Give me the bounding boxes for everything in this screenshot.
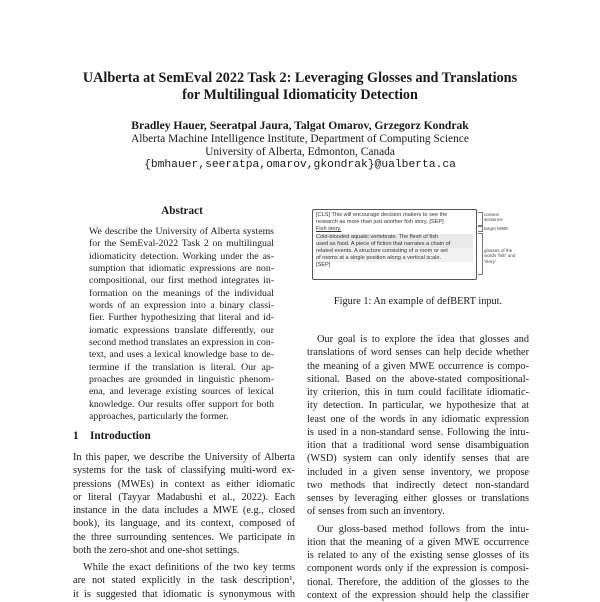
intro-line: instance in the data includes a MWE (e.g., closed: [73, 505, 295, 516]
abstract-line: text, and uses a lexical knowledge base to de-: [89, 349, 274, 361]
title-line-1: UAlberta at SemEval 2022 Task 2: Leveraging Glosses and Translations: [82, 70, 518, 86]
body-line: included in a given sense inventory, we propose: [307, 466, 529, 478]
abstract-line: proaches are grounded in linguistic phenom-: [89, 374, 274, 386]
paper-title: [0, 70, 600, 103]
introduction-body: [73, 451, 295, 601]
note-line: words 'fish' and: [484, 253, 516, 259]
figure-note-target: [484, 226, 508, 231]
figure-caption: Figure 1: An example of defBERT input.: [333, 296, 503, 307]
body-line: is related to any of the existing sense glosses of its: [307, 550, 529, 561]
intro-line: book), its language, and its context, composed of: [73, 518, 295, 530]
abstract-line: ena, and leverage existing sources of lexical: [89, 386, 274, 398]
abstract-line: knowledge. Our results offer support for both: [89, 398, 274, 410]
affiliation-line-2: University of Alberta, Edmonton, Canada: [205, 146, 395, 158]
author-emails: {bmhauer,seeratpa,omarov,gkondrak}@ualberta.ca: [144, 159, 456, 171]
figure-box-line: related events. A structure consisting of a room or set: [316, 248, 473, 255]
authors: Bradley Hauer, Seeratpal Jaura, Talgat Omarov, Grzegorz Kondrak: [131, 119, 469, 132]
figure-box-line: used as food. A piece of fiction that narrates a chain of: [316, 241, 473, 248]
intro-line: pressions (MWEs) in context as either idiomatic: [73, 478, 295, 490]
context-brace: [478, 212, 483, 226]
body-line: tional. Therefore, the addition of the glosses to the: [307, 576, 529, 588]
figure-box-line: of rooms at a single position along a vertical scale.: [316, 255, 473, 262]
abstract-line: iomatic expressions translate differently, our: [89, 324, 274, 336]
affiliation-line-1: Alberta Machine Intelligence Institute, Department of Computing Science: [131, 133, 469, 145]
intro-line: are not stated explicitly in the task description¹,: [73, 575, 295, 587]
abstract-line: termine if the translation is literal. Our ap-: [89, 361, 274, 373]
body-line: component words only if the expression is composi-: [307, 563, 529, 575]
abstract-line: idiomaticity detection. Working under the as-: [89, 250, 274, 262]
gloss-brace: [478, 233, 483, 275]
intro-line: or literal (Tayyar Madabushi et al., 2022). Each: [73, 491, 295, 503]
figure-box-line: research as more than just another fish story. [SEP]: [316, 219, 444, 226]
abstract-line: sumption that idiomatic expressions are non-: [89, 263, 274, 275]
body-line: is used in a non-standard sense. Following the intu-: [307, 426, 529, 438]
body-line: (WSD) system can only identify senses that are: [307, 453, 529, 465]
figure-box-line: Cold-blooded aquatic vertebrate. The flesh of fish: [316, 234, 473, 241]
abstract-line: for the SemEval-2022 Task 2 on multilingual: [89, 238, 274, 250]
body-line: the meaning of a given MWE occurrence is compo-: [307, 360, 529, 372]
body-line: ity criterion, this in turn could facilitate idiomatic-: [307, 387, 529, 398]
section-title: Introduction: [90, 430, 151, 442]
intro-line: both the zero-shot and one-shot settings.: [73, 544, 240, 556]
note-line: target MWE: [484, 226, 509, 231]
title-line-2: for Multilingual Idiomaticity Detection: [182, 86, 418, 103]
abstract-body: [89, 226, 274, 424]
body-line: context of the expression should help the classifier: [307, 589, 529, 601]
body-line: ity detection. In particular, we hypothesize that at: [307, 400, 529, 412]
right-column-body: [307, 333, 529, 602]
body-line: ition that a traditional word sense disambiguation: [307, 440, 529, 451]
section-heading-introduction: [73, 430, 151, 442]
body-line: sitional. Based on the above-stated compositional-: [307, 373, 529, 385]
intro-line: it is suggested that idiomatic is synonymous with: [73, 588, 295, 600]
note-line: context: [484, 212, 499, 217]
body-line: senses by leveraging either glosses or translations: [307, 493, 529, 504]
abstract-heading: Abstract: [161, 205, 203, 217]
abstract-line: We describe the University of Alberta systems: [89, 226, 274, 237]
intro-line: systems for the task of classifying multi-word ex-: [73, 465, 295, 477]
intro-line: the three surrounding sentences. We participate in: [73, 531, 295, 543]
body-line: Our goal is to explore the idea that glosses and: [317, 334, 529, 345]
intro-line: In this paper, we describe the University of Alberta: [73, 452, 295, 463]
body-line: least one of the words in any idiomatic expression: [307, 413, 529, 425]
body-line: ition that the meaning of a given MWE occurrence: [307, 536, 529, 548]
body-line: translations of word senses can help decide whether: [307, 347, 529, 359]
abstract-line: approaches, particularly the former.: [89, 411, 229, 423]
note-line: 'story': [484, 258, 496, 264]
figure-note-context: [484, 212, 503, 223]
note-line: sentence: [484, 217, 503, 223]
intro-line: While the exact definitions of the two key terms: [83, 562, 295, 573]
figure-note-glosses: [484, 248, 515, 264]
figure-box-line: [SEP]: [316, 262, 331, 269]
note-line: glosses of the: [484, 248, 513, 253]
figure-box-line: [CLS] This will encourage decision makers to see the: [316, 212, 448, 218]
body-line: of senses from such an inventory.: [307, 506, 445, 518]
defbert-input-example: [312, 209, 477, 280]
body-line: Our gloss-based method follows from the intu-: [317, 523, 529, 535]
abstract-line: formation on the meanings of the individual: [89, 287, 274, 299]
abstract-line: second method translates an expression in con-: [89, 337, 274, 349]
body-line: two methods that indirectly detect non-standard: [307, 479, 529, 491]
abstract-line: fier. Further hypothesizing that literal and id-: [89, 312, 274, 324]
mwe-brace: [478, 226, 483, 232]
abstract-line: words of an expression into a binary classi-: [89, 300, 274, 312]
section-number: 1: [73, 430, 79, 442]
figure-box-line: Fish story.: [316, 226, 342, 233]
abstract-line: compositional, our first method integrates in-: [89, 275, 274, 287]
